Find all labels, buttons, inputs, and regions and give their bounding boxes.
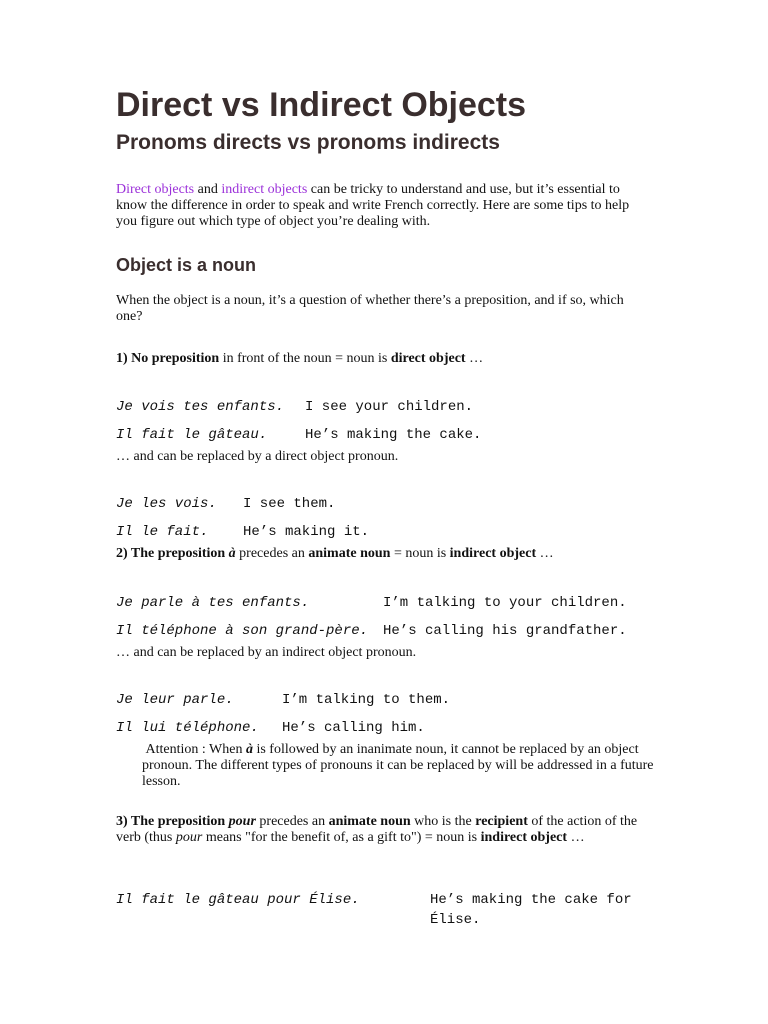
section-intro: When the object is a noun, it’s a question of whether there’s a preposition, and if so, which one? xyxy=(116,293,624,324)
example-row xyxy=(116,524,208,540)
rule-3-preposition: pour xyxy=(228,814,256,829)
example-french: Je parle à tes enfants. xyxy=(116,595,310,611)
rule-2-preposition: à xyxy=(228,546,236,561)
example-french: Il le fait. xyxy=(116,524,209,540)
example-french: Il fait le gâteau. xyxy=(116,427,268,443)
rule-1-bold-object: direct object xyxy=(390,351,466,366)
example-english: He’s calling his grandfather. xyxy=(383,623,627,639)
attention-text: Attention : When xyxy=(145,742,246,757)
page-title: Direct vs Indirect Objects xyxy=(116,86,527,124)
example-french: Il téléphone à son grand-père. xyxy=(116,623,369,639)
intro-text: and xyxy=(194,182,222,197)
intro-paragraph xyxy=(116,182,646,230)
example-english: I’m talking to them. xyxy=(282,692,451,708)
rule-3-text-2: who is the xyxy=(410,814,476,829)
example-row xyxy=(116,595,309,611)
indirect-objects-link[interactable]: indirect objects xyxy=(221,182,308,197)
rule-2-text-2: = noun is xyxy=(390,546,450,561)
rule-3-bold-noun: animate noun xyxy=(328,814,411,829)
example-row xyxy=(116,623,368,639)
rule-3-text-4: means "for the benefit of, as a gift to") = noun is xyxy=(202,830,481,845)
rule-3 xyxy=(116,814,652,846)
example-english: He’s making the cake for xyxy=(430,892,632,908)
example-row xyxy=(116,720,259,736)
page-subtitle: Pronoms directs vs pronoms indirects xyxy=(116,131,500,154)
attention-preposition: à xyxy=(245,742,253,757)
example-english: He’s making it. xyxy=(243,524,370,540)
example-english: He’s making the cake. xyxy=(305,427,482,443)
rule-3-ellipsis: … xyxy=(567,830,585,845)
rule-3-text: precedes an xyxy=(255,814,329,829)
example-french: Je vois tes enfants. xyxy=(116,399,285,415)
replace-note-2: … and can be replaced by an indirect object pronoun. xyxy=(116,645,417,660)
rule-3-pour: pour xyxy=(175,830,203,845)
example-french: Je leur parle. xyxy=(116,692,234,708)
rule-3-text-3: of the action of the verb (thus xyxy=(116,814,638,845)
example-english: I see them. xyxy=(243,496,336,512)
example-french: Il lui téléphone. xyxy=(116,720,259,736)
attention-note xyxy=(142,742,654,790)
example-row xyxy=(116,496,217,512)
example-row xyxy=(116,427,267,443)
section-heading: Object is a noun xyxy=(116,255,257,275)
direct-objects-link[interactable]: Direct objects xyxy=(116,182,195,197)
example-row xyxy=(116,399,284,415)
example-french: Il fait le gâteau pour Élise. xyxy=(116,892,360,908)
rule-2-bold: 2) The preposition xyxy=(116,546,229,561)
example-english: I see your children. xyxy=(305,399,474,415)
intro-text-rest: can be tricky to understand and use, but it’s essential to know the difference in order to speak and write French correctly. Here are some tips to help you figure out which type of object you’re dealing with. xyxy=(116,182,630,229)
example-english-continued: Élise. xyxy=(430,912,481,928)
rule-2-bold-noun: animate noun xyxy=(308,546,391,561)
example-row xyxy=(116,692,234,708)
rule-2 xyxy=(116,546,646,562)
rule-3-bold-object: indirect object xyxy=(480,830,568,845)
rule-1-bold: 1) No preposition xyxy=(116,351,220,366)
replace-note-1: … and can be replaced by a direct object pronoun. xyxy=(116,449,399,464)
example-row xyxy=(116,892,360,908)
rule-2-ellipsis: … xyxy=(536,546,554,561)
attention-text-rest: is followed by an inanimate noun, it cannot be replaced by an object pronoun. The different types of pronouns it can be replaced by will be addressed in a future lesson. xyxy=(142,742,654,789)
rule-3-bold: 3) The preposition xyxy=(116,814,229,829)
rule-1-ellipsis: … xyxy=(465,351,484,366)
example-english: I’m talking to your children. xyxy=(383,595,627,611)
example-english: He’s calling him. xyxy=(282,720,425,736)
rule-1 xyxy=(116,351,646,367)
rule-2-bold-object: indirect object xyxy=(449,546,537,561)
example-french: Je les vois. xyxy=(116,496,217,512)
rule-1-text: in front of the noun = noun is xyxy=(219,351,391,366)
rule-2-text: precedes an xyxy=(235,546,309,561)
rule-3-bold-recipient: recipient xyxy=(475,814,528,829)
